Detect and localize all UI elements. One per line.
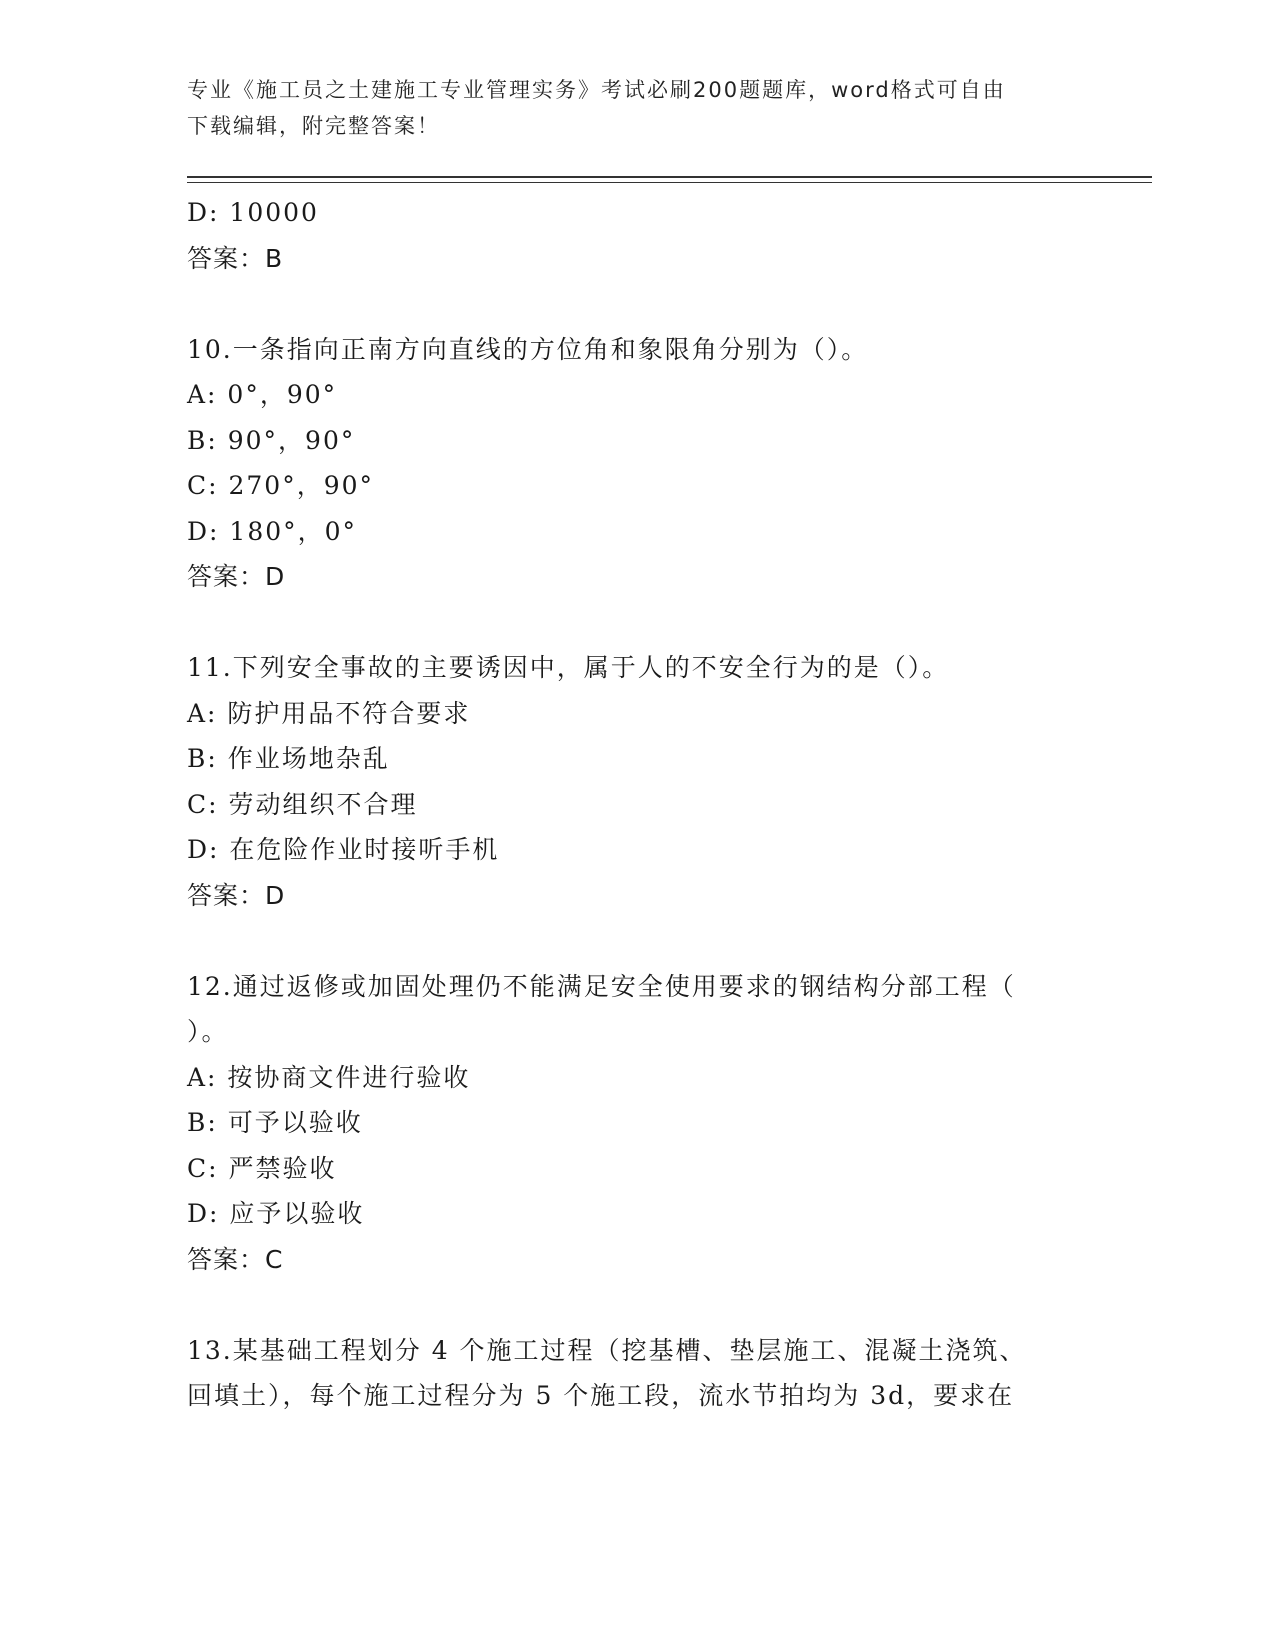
header-line-2: 下载编辑，附完整答案！ <box>187 114 440 138</box>
question-stem-line-2: ）。 <box>187 1017 229 1046</box>
document-header <box>187 72 1067 144</box>
question-13 <box>187 1328 1067 1419</box>
option-b: B: 可予以验收 <box>187 1108 363 1137</box>
question-stem-line-2: 回填土），每个施工过程分为 5 个施工段，流水节拍均为 3d，要求在 <box>187 1381 1015 1410</box>
option-d: D: 10000 <box>187 198 319 227</box>
question-stem-line-1: 12.通过返修或加固处理仍不能满足安全使用要求的钢结构分部工程（ <box>187 971 1016 1001</box>
option-a: A: 按协商文件进行验收 <box>187 1062 471 1092</box>
question-10 <box>187 327 1067 600</box>
option-d: D: 180°，0° <box>187 516 358 546</box>
spacer <box>187 918 1067 964</box>
option-c: C: 严禁验收 <box>187 1153 337 1183</box>
question-stem: 10.一条指向正南方向直线的方位角和象限角分别为（）。 <box>187 334 869 364</box>
header-line-1: 专业《施工员之土建施工专业管理实务》考试必刷200题题库，word格式可自由 <box>187 78 1006 102</box>
question-stem: 11.下列安全事故的主要诱因中，属于人的不安全行为的是（）。 <box>187 653 950 682</box>
header-rule-thin <box>187 182 1152 183</box>
option-c: C: 270°，90° <box>187 471 375 500</box>
option-a: A: 防护用品不符合要求 <box>187 698 471 728</box>
answer: 答案：C <box>187 1244 284 1274</box>
question-11 <box>187 645 1067 918</box>
question-stem-line-1: 13.某基础工程划分 4 个施工过程（挖基槽、垫层施工、混凝土浇筑、 <box>187 1335 1027 1365</box>
option-d: D: 在危险作业时接听手机 <box>187 835 500 864</box>
question-12 <box>187 964 1067 1283</box>
header-rule-thick <box>187 176 1152 178</box>
question-list <box>187 190 1067 1419</box>
option-d: D: 应予以验收 <box>187 1199 365 1228</box>
spacer <box>187 281 1067 327</box>
option-c: C: 劳动组织不合理 <box>187 789 418 819</box>
option-b: B: 90°，90° <box>187 425 356 455</box>
spacer <box>187 600 1067 646</box>
option-b: B: 作业场地杂乱 <box>187 744 390 773</box>
answer: 答案：B <box>187 243 284 273</box>
question-9-tail <box>187 190 1067 281</box>
answer: 答案：D <box>187 562 286 591</box>
answer: 答案：D <box>187 880 286 910</box>
option-a: A: 0°，90° <box>187 380 338 409</box>
spacer <box>187 1282 1067 1328</box>
